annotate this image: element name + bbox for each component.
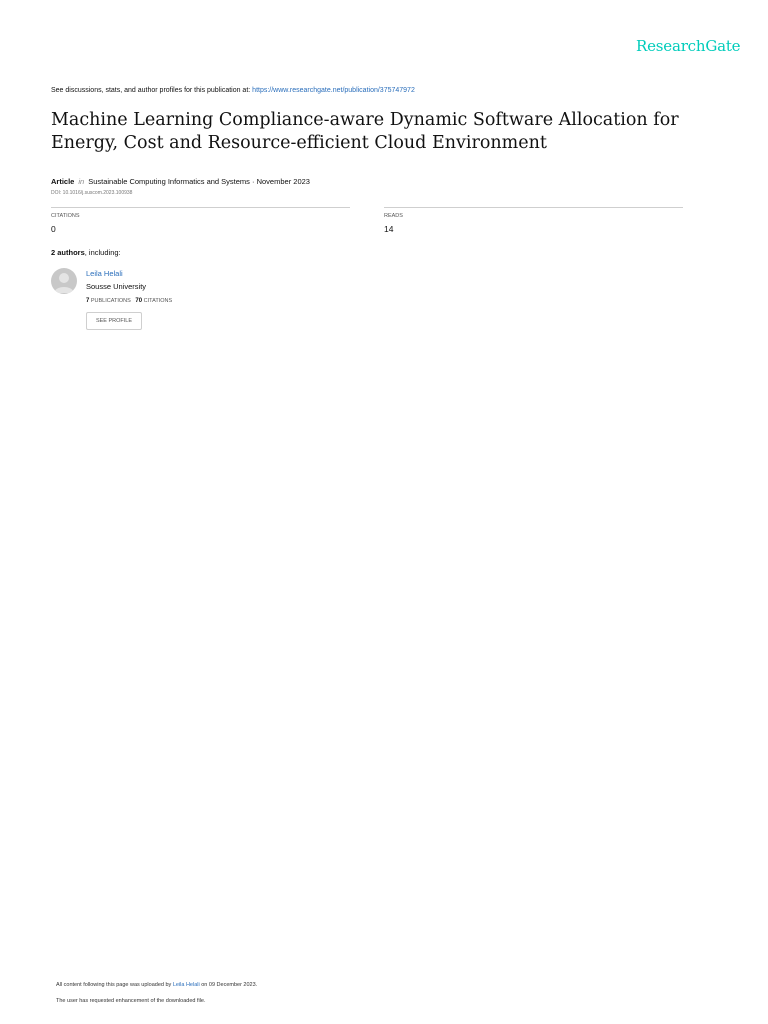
researchgate-logo[interactable]: ResearchGate: [636, 37, 741, 55]
upload-prefix: All content following this page was uploaded by: [56, 982, 173, 988]
authors-suffix: , including:: [84, 248, 121, 257]
discussion-line: [51, 87, 415, 94]
author-publications-label: PUBLICATIONS: [90, 298, 131, 304]
article-meta: [51, 177, 310, 186]
upload-note: [56, 982, 257, 988]
article-type: Article: [51, 177, 75, 186]
author-stats: [86, 298, 172, 304]
uploader-link[interactable]: Leila Helali: [172, 982, 200, 988]
citations-value: 0: [51, 224, 56, 234]
person-silhouette-icon: [51, 268, 77, 294]
author-institution: Sousse University: [86, 282, 147, 291]
article-title: Machine Learning Compliance-aware Dynamic Software Allocation for Energy, Cost and Resource-efficient Cloud Environment: [51, 110, 679, 153]
journal-date: Sustainable Computing Informatics and Systems · November 2023: [88, 177, 310, 186]
authors-heading: [51, 248, 121, 257]
enhancement-note: The user has requested enhancement of the downloaded file.: [56, 998, 206, 1004]
upload-suffix: on 09 December 2023.: [199, 982, 258, 988]
citations-divider: [51, 207, 350, 208]
publication-link[interactable]: https://www.researchgate.net/publication/375747972: [252, 87, 415, 94]
author-citations-count: 70: [135, 298, 143, 304]
author-citations-label: CITATIONS: [143, 298, 173, 304]
author-name-link[interactable]: Leila Helali: [86, 269, 123, 278]
discussion-prefix: See discussions, stats, and author profiles for this publication at:: [51, 87, 253, 94]
see-profile-button[interactable]: SEE PROFILE: [86, 312, 142, 330]
reads-divider: [384, 207, 683, 208]
author-publications-count: 7: [86, 298, 90, 304]
reads-label: READS: [384, 213, 403, 219]
reads-value: 14: [384, 224, 394, 234]
authors-count: 2 authors: [51, 248, 85, 257]
author-avatar-icon[interactable]: [51, 268, 77, 294]
article-doi: DOI: 10.1016/j.suscom.2023.100938: [51, 190, 133, 196]
citations-label: CITATIONS: [51, 213, 80, 219]
in-word: in: [78, 177, 85, 186]
